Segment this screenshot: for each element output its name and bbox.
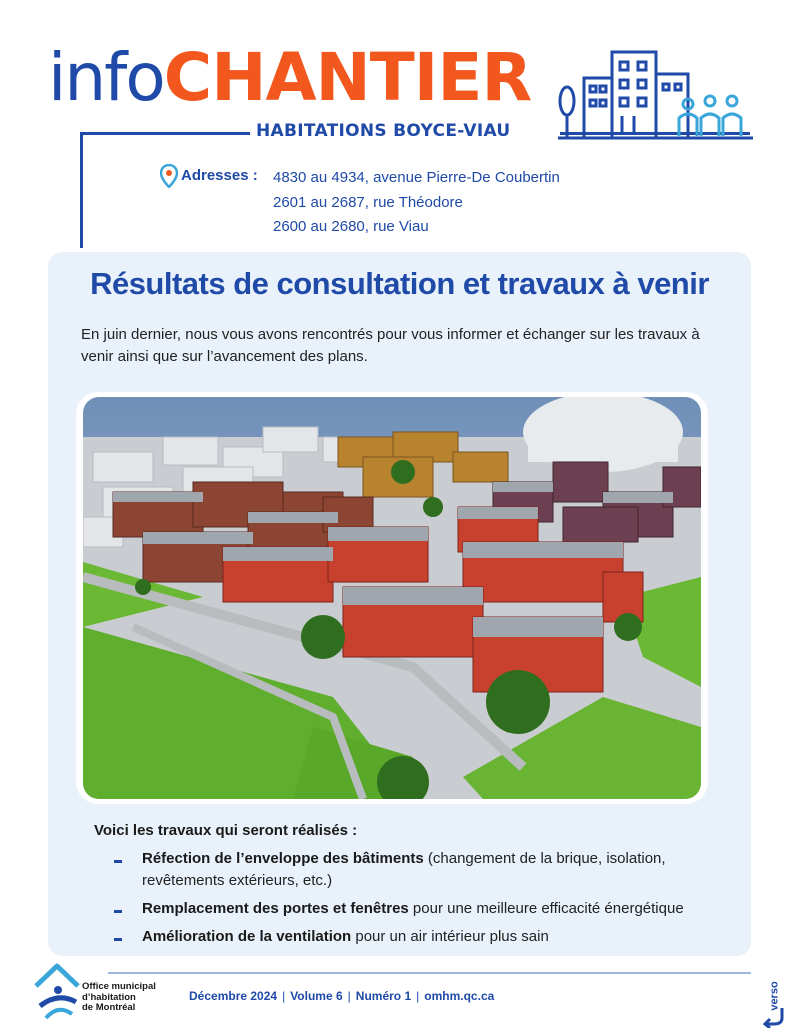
organization-name	[82, 982, 156, 1014]
work-title: Amélioration de la ventilation	[142, 928, 352, 945]
issue-number: Numéro 1	[355, 989, 412, 1003]
works-title: Voici les travaux qui seront réalisés :	[94, 822, 358, 839]
org-line: d’habitation	[82, 991, 136, 1003]
issue-info: Décembre 2024 | Volume 6 | Numéro 1 | omhm.qc.ca	[189, 989, 495, 1003]
website-link[interactable]: omhm.qc.ca	[424, 989, 495, 1003]
address-line: 2600 au 2680, rue Viau	[273, 218, 429, 235]
brand-rule-vertical	[80, 132, 83, 248]
city-buildings-people-icon	[558, 46, 753, 142]
address-list	[273, 166, 593, 240]
brand-rule	[80, 132, 250, 135]
verso-indicator	[770, 970, 790, 1030]
bullet-dash	[114, 938, 122, 941]
project-name: HABITATIONS BOYCE-VIAU	[256, 121, 511, 141]
title-main: CHANTIER	[163, 39, 532, 116]
omhm-logo-icon	[32, 962, 82, 1024]
location-pin-icon	[160, 164, 178, 188]
list-item	[114, 926, 724, 948]
works-list	[114, 848, 724, 954]
footer-rule	[108, 972, 751, 974]
aerial-rendering-image	[83, 397, 701, 799]
bullet-dash	[114, 910, 122, 913]
org-line: de Montréal	[82, 1002, 136, 1013]
title-prefix: info	[48, 39, 164, 116]
issue-date: Décembre 2024	[189, 989, 278, 1003]
address-line: 4830 au 4934, avenue Pierre-De Coubertin	[273, 169, 560, 186]
work-title: Remplacement des portes et fenêtres	[142, 900, 409, 917]
turn-arrow-icon	[762, 1006, 788, 1028]
work-detail: pour un air intérieur plus sain	[351, 928, 549, 945]
list-item	[114, 898, 724, 920]
list-item	[114, 848, 724, 892]
article-intro: En juin dernier, nous vous avons rencontrés pour vous informer et échanger sur les travaux à venir ainsi que sur l’avancement des plans.	[81, 326, 700, 365]
article-panel	[48, 252, 751, 956]
work-title: Réfection de l’enveloppe des bâtiments	[142, 850, 424, 867]
bullet-dash	[114, 860, 122, 863]
verso-label: verso	[768, 981, 781, 1011]
issue-volume: Volume 6	[290, 989, 343, 1003]
publication-title	[48, 38, 531, 118]
org-line: Office municipal	[82, 981, 156, 992]
address-line: 2601 au 2687, rue Théodore	[273, 193, 463, 211]
work-detail: (changement de la brique, isolation, revêtements extérieurs, etc.)	[142, 850, 666, 889]
housing-complex-illustration	[83, 397, 701, 799]
addresses-label: Adresses :	[181, 167, 258, 184]
article-headline: Résultats de consultation et travaux à venir	[90, 266, 709, 301]
photo-frame	[76, 392, 708, 804]
work-detail: pour une meilleure efficacité énergétique	[408, 900, 684, 917]
